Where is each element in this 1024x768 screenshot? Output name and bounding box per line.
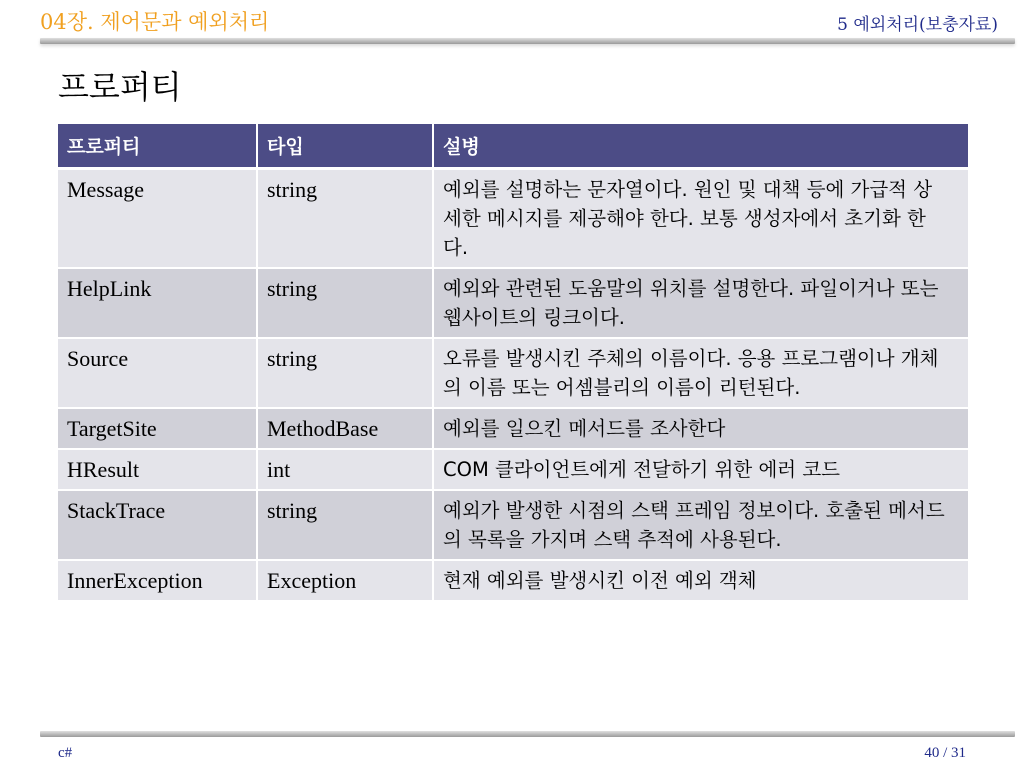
table-row [58, 560, 968, 601]
property-type: Exception [257, 560, 433, 601]
table-row [58, 408, 968, 449]
property-description: 현재 예외를 발생시킨 이전 예외 객체 [433, 560, 968, 601]
footer-course-label: c# [58, 745, 73, 761]
header-description: 설병 [433, 124, 968, 169]
footer-divider [40, 731, 1015, 737]
header-property: 프로퍼티 [58, 124, 257, 169]
slide-title: 프로퍼티 [58, 68, 182, 106]
property-name: TargetSite [58, 408, 257, 449]
property-type: string [257, 490, 433, 560]
property-description: 예외를 설명하는 문자열이다. 원인 및 대책 등에 가급적 상세한 메시지를 제공해야 한다. 보통 생성자에서 초기화 한다. [433, 169, 968, 269]
property-type: string [257, 268, 433, 338]
property-description: 예외를 일으킨 메서드를 조사한다 [433, 408, 968, 449]
property-name: Message [58, 169, 257, 269]
page-number: 40 / 31 [924, 745, 966, 761]
table-row [58, 338, 968, 408]
section-title: 5 예외처리(보충자료) [837, 15, 998, 35]
header-divider [40, 38, 1015, 44]
table-row [58, 169, 968, 269]
property-description: 예외와 관련된 도움말의 위치를 설명한다. 파일이거나 또는 웹사이트의 링크이다. [433, 268, 968, 338]
property-type: MethodBase [257, 408, 433, 449]
chapter-title: 04장. 제어문과 예외처리 [40, 10, 270, 34]
property-type: int [257, 449, 433, 490]
table-header-row [58, 124, 968, 169]
property-description: 오류를 발생시킨 주체의 이름이다. 응용 프로그램이나 개체의 이름 또는 어셈블리의 이름이 리턴된다. [433, 338, 968, 408]
property-name: HelpLink [58, 268, 257, 338]
property-table [58, 124, 968, 602]
property-description: 예외가 발생한 시점의 스택 프레임 정보이다. 호출된 메서드의 목록을 가지며 스택 추적에 사용된다. [433, 490, 968, 560]
property-name: HResult [58, 449, 257, 490]
property-type: string [257, 169, 433, 269]
property-description: COM 클라이언트에게 전달하기 위한 에러 코드 [433, 449, 968, 490]
property-type: string [257, 338, 433, 408]
property-name: InnerException [58, 560, 257, 601]
header-type: 타입 [257, 124, 433, 169]
property-name: StackTrace [58, 490, 257, 560]
table-row [58, 449, 968, 490]
table-row [58, 268, 968, 338]
property-name: Source [58, 338, 257, 408]
table-row [58, 490, 968, 560]
